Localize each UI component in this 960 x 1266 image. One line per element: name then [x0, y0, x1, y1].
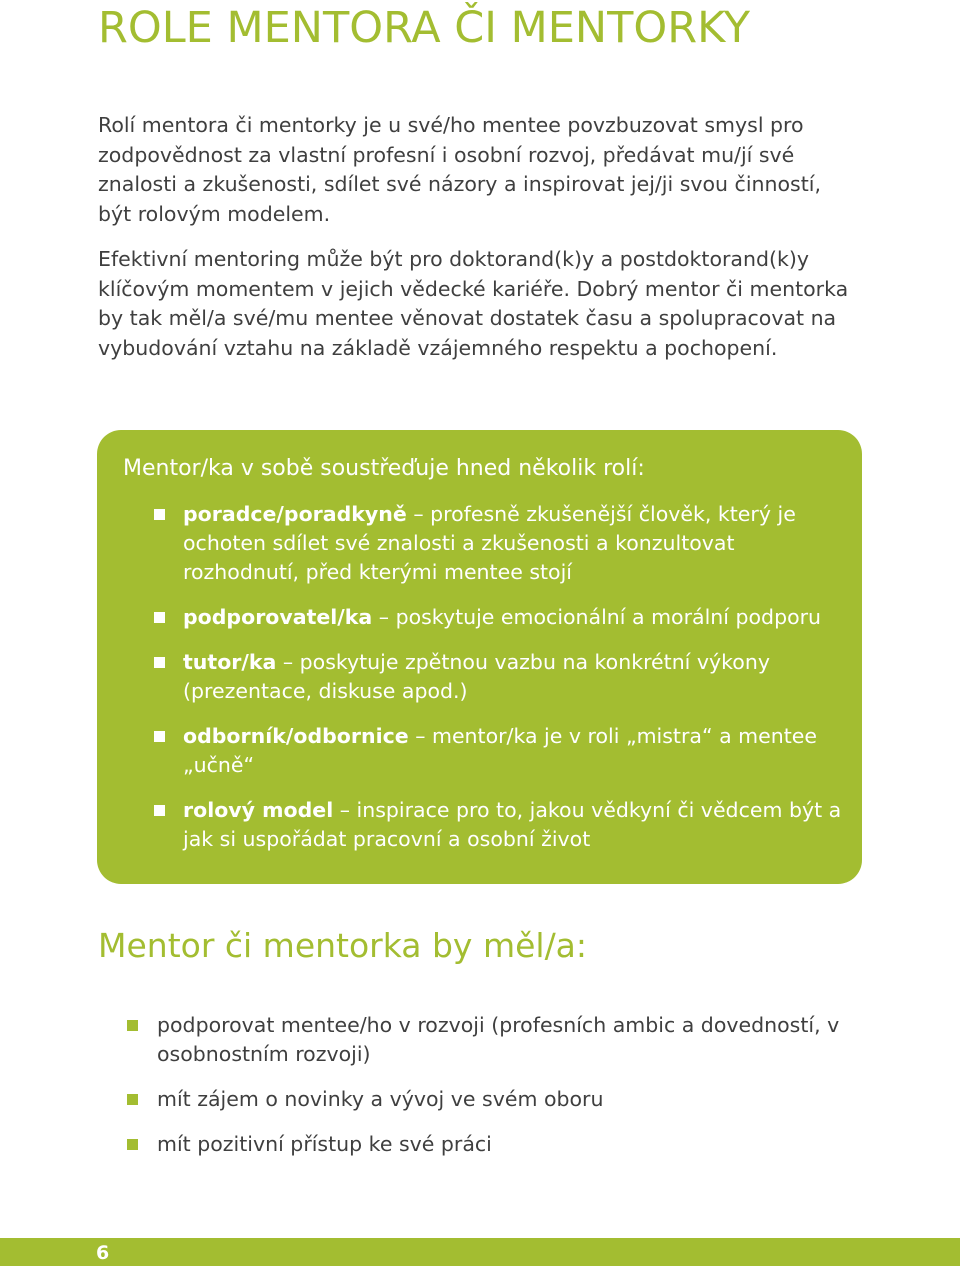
- page-title: ROLE MENTORA ČI MENTORKY: [98, 3, 751, 53]
- role-description: – mentor/ka je v roli „mistra“ a mentee „učně“: [183, 724, 817, 777]
- role-term: podporovatel/ka: [183, 605, 373, 629]
- roles-list: [97, 500, 862, 870]
- list-item: [97, 796, 862, 854]
- role-description: – poskytuje zpětnou vazbu na konkrétní výkony (prezentace, diskuse apod.): [183, 650, 770, 703]
- square-bullet-icon: [154, 805, 165, 816]
- square-bullet-icon: [127, 1139, 138, 1150]
- role-term: tutor/ka: [183, 650, 277, 674]
- square-bullet-icon: [154, 612, 165, 623]
- list-item: [98, 1011, 868, 1069]
- list-item: [97, 500, 862, 587]
- square-bullet-icon: [154, 509, 165, 520]
- footer-bar: [0, 1238, 960, 1266]
- role-term: poradce/poradkyně: [183, 502, 407, 526]
- role-term: odborník/odbornice: [183, 724, 409, 748]
- role-description: – inspirace pro to, jakou vědkyní či vědcem být a jak si uspořádat pracovní a osobní život: [183, 798, 842, 851]
- list-item: [98, 1085, 868, 1114]
- list-item: [97, 603, 862, 632]
- square-bullet-icon: [127, 1020, 138, 1031]
- roles-panel: [97, 430, 862, 884]
- roles-heading: Mentor/ka v sobě soustřeďuje hned několik rolí:: [123, 456, 645, 481]
- duties-heading: Mentor či mentorka by měl/a:: [98, 926, 588, 965]
- list-item: [97, 722, 862, 780]
- square-bullet-icon: [154, 657, 165, 668]
- intro-paragraph: Rolí mentora či mentorky je u své/ho mentee povzbuzovat smysl pro zodpovědnost za vlastní profesní i osobní rozvoj, předávat mu/jí své znalosti a zkušenosti, sdílet své názory a inspirovat jej/ji svou činností, být rolovým modelem.: [98, 113, 821, 226]
- role-description: – poskytuje emocionální a morální podporu: [378, 605, 822, 629]
- role-term: rolový model: [183, 798, 334, 822]
- duty-text: mít zájem o novinky a vývoj ve svém oboru: [157, 1087, 604, 1111]
- duty-text: mít pozitivní přístup ke své práci: [157, 1132, 492, 1156]
- intro-paragraph: Efektivní mentoring může být pro doktorand(k)y a postdoktorand(k)y klíčovým momentem v jejich vědecké kariéře. Dobrý mentor či mentorka by tak měl/a své/mu mentee věnovat dostatek času a spolupracovat na vybudování vztahu na základě vzájemného respektu a pochopení.: [98, 247, 849, 360]
- intro-text: [98, 111, 858, 379]
- duty-text: podporovat mentee/ho v rozvoji (profesních ambic a dovedností, v osobnostním rozvoji): [157, 1013, 840, 1066]
- square-bullet-icon: [154, 731, 165, 742]
- list-item: [97, 648, 862, 706]
- page-number: 6: [96, 1242, 110, 1264]
- role-description: – profesně zkušenější člověk, který je ochoten sdílet své znalosti a zkušenosti a konzultovat rozhodnutí, před kterými mentee stojí: [183, 502, 796, 584]
- square-bullet-icon: [127, 1094, 138, 1105]
- list-item: [98, 1130, 868, 1159]
- duties-list: [98, 1011, 868, 1175]
